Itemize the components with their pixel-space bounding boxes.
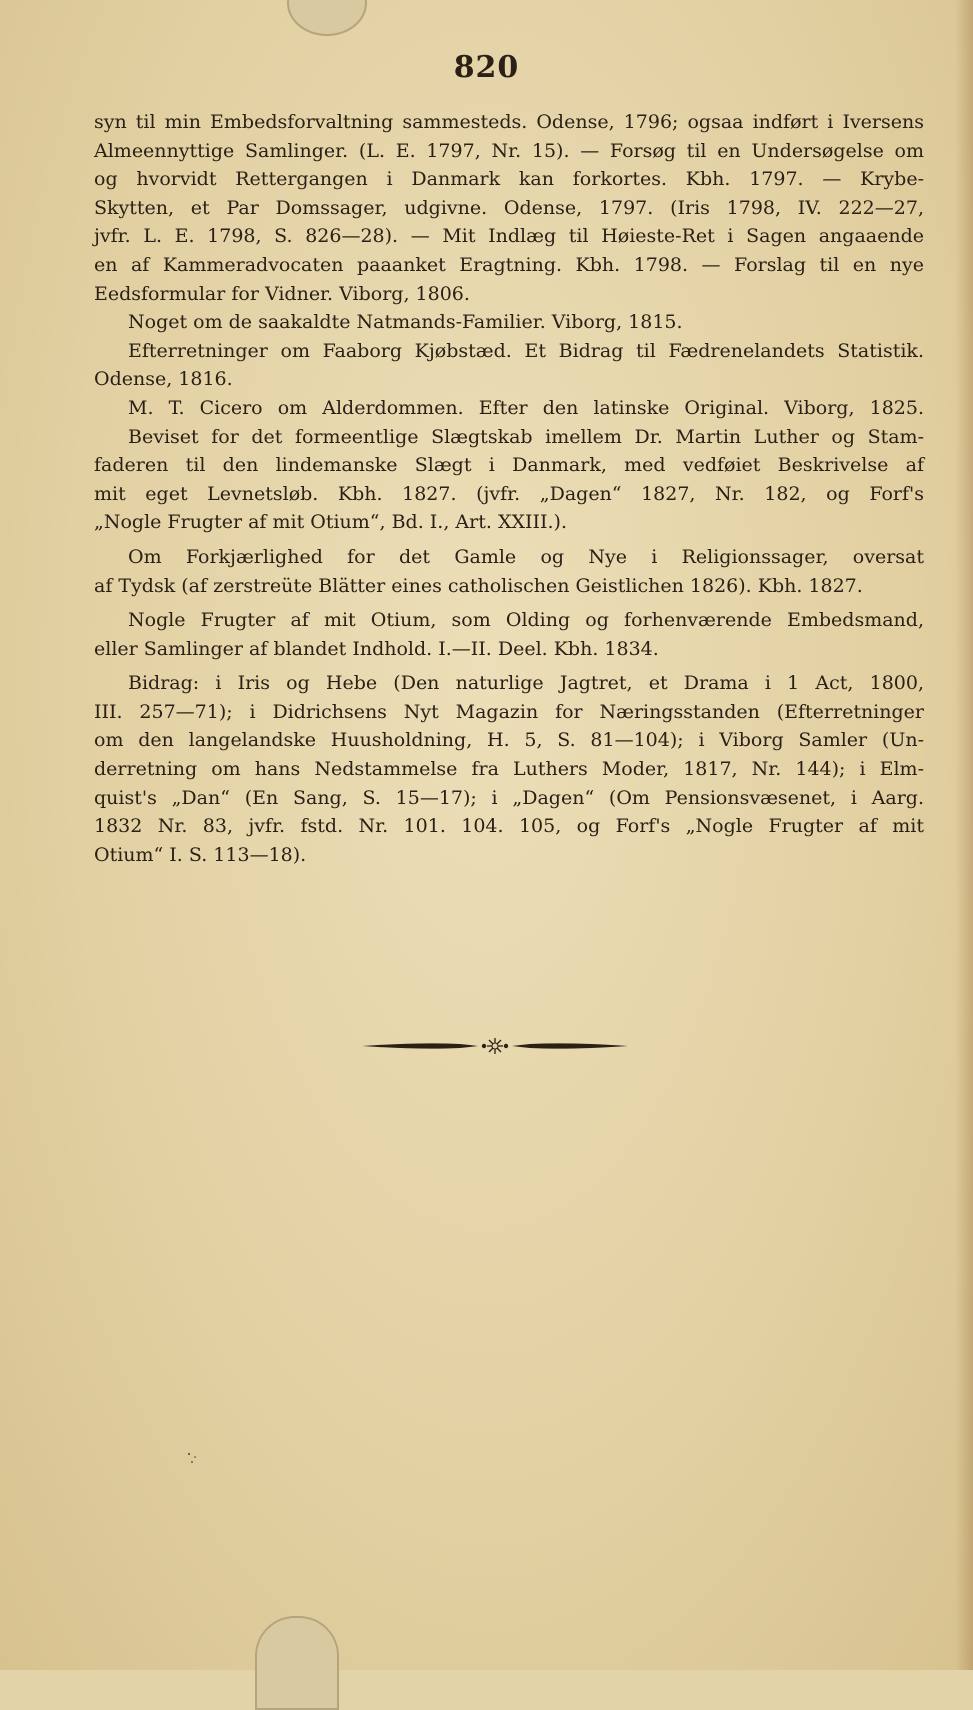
text-line: en af Kammeradvocaten paaanket Eragtning. Kbh. 1798. — Forslag til en nye xyxy=(94,253,924,276)
body-text xyxy=(94,108,924,869)
page-number: 820 xyxy=(453,50,520,85)
text-line: quist's „Dan“ (En Sang, S. 15—17); i „Dagen“ (Om Pensionsvæsenet, i Aarg. xyxy=(94,786,924,809)
text-line: Om Forkjærlighed for det Gamle og Nye i Religionssager, oversat xyxy=(128,545,924,568)
ink-specks xyxy=(185,1448,205,1468)
text-line: mit eget Levnetsløb. Kbh. 1827. (jvfr. „Dagen“ 1827, Nr. 182, og Forf's xyxy=(94,482,924,505)
page-edge-shadow xyxy=(955,0,973,1670)
text-line: M. T. Cicero om Alderdommen. Efter den latinske Original. Viborg, 1825. xyxy=(128,396,924,419)
text-line: 1832 Nr. 83, jvfr. fstd. Nr. 101. 104. 105, og Forf's „Nogle Frugter af mit xyxy=(94,815,924,838)
text-line: Efterretninger om Faaborg Kjøbstæd. Et Bidrag til Fædrenelandets Statistik. xyxy=(128,339,924,362)
text-line: eller Samlinger af blandet Indhold. I.—II. Deel. Kbh. 1834. xyxy=(94,637,659,660)
binding-hole-bottom xyxy=(255,1616,339,1710)
text-line: om den langelandske Huusholdning, H. 5, S. 81—104); i Viborg Samler (Un- xyxy=(94,729,924,752)
text-line: Nogle Frugter af mit Otium, som Olding og forhenværende Embedsmand, xyxy=(128,609,924,632)
text-line: Odense, 1816. xyxy=(94,368,233,391)
text-line: af Tydsk (af zerstreüte Blätter eines catholischen Geistlichen 1826). Kbh. 1827. xyxy=(94,574,863,597)
text-line: III. 257—71); i Didrichsens Nyt Magazin for Næringsstanden (Efterretninger xyxy=(94,700,924,723)
binding-hole-top xyxy=(287,0,367,36)
text-line: og hvorvidt Rettergangen i Danmark kan forkortes. Kbh. 1797. — Krybe- xyxy=(94,168,924,191)
text-line: Bidrag: i Iris og Hebe (Den naturlige Jagtret, et Drama i 1 Act, 1800, xyxy=(128,672,924,695)
text-line: Eedsformular for Vidner. Viborg, 1806. xyxy=(94,282,470,305)
text-line: Beviset for det formeentlige Slægtskab imellem Dr. Martin Luther og Stam- xyxy=(128,425,924,448)
text-line: Almeennyttige Samlinger. (L. E. 1797, Nr. 15). — Forsøg til en Undersøgelse om xyxy=(94,139,924,162)
text-line: Noget om de saakaldte Natmands-Familier. Viborg, 1815. xyxy=(128,311,683,334)
text-line: Skytten, et Par Domssager, udgivne. Odense, 1797. (Iris 1798, IV. 222—27, xyxy=(94,196,924,219)
text-line: syn til min Embedsforvaltning sammesteds. Odense, 1796; ogsaa indført i Iversens xyxy=(94,111,924,133)
text-line: jvfr. L. E. 1798, S. 826—28). — Mit Indlæg til Høieste-Ret i Sagen angaaende xyxy=(94,225,924,248)
text-line: Otium“ I. S. 113—18). xyxy=(94,843,307,866)
text-line: „Nogle Frugter af mit Otium“, Bd. I., Art. XXIII.). xyxy=(94,511,568,534)
text-line: faderen til den lindemanske Slægt i Danmark, med vedføiet Beskrivelse af xyxy=(94,454,924,477)
text-line: derretning om hans Nedstammelse fra Luthers Moder, 1817, Nr. 144); i Elm- xyxy=(94,758,924,781)
ornament-divider-icon xyxy=(360,1036,630,1056)
